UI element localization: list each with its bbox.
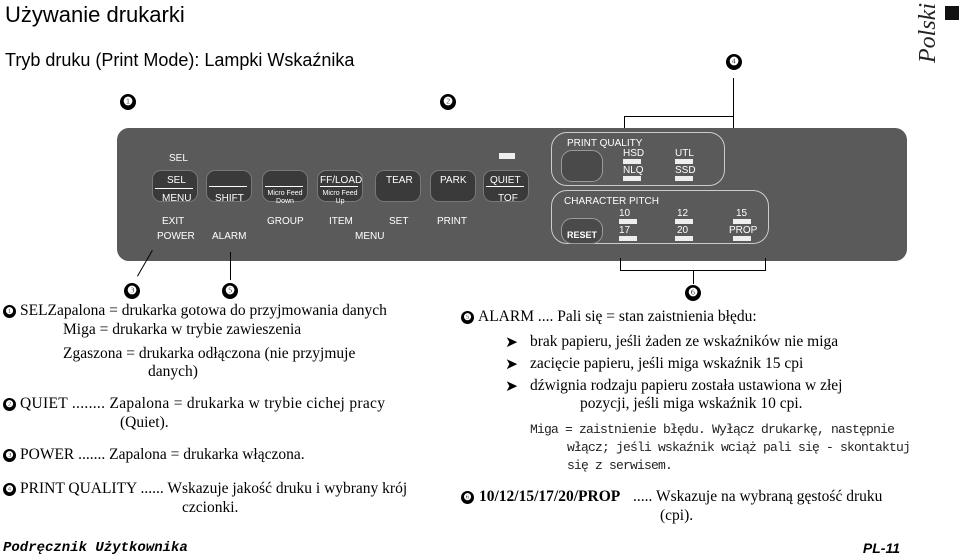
alarm-cause-3: dźwignia rodzaju papieru została ustawiona w złej xyxy=(530,377,843,394)
bracket-line xyxy=(624,116,734,117)
nlq-led xyxy=(623,176,641,181)
marker-1: ❶ xyxy=(3,305,16,318)
print-label: PRINT xyxy=(437,216,467,227)
micro-feed-up-label: Micro Feed Up xyxy=(322,190,358,205)
arrow-icon: ➤ xyxy=(505,378,518,395)
arrow-icon: ➤ xyxy=(505,334,518,351)
prop-led xyxy=(733,236,751,241)
footer-title: Podręcznik Użytkownika xyxy=(3,540,188,556)
callout-line xyxy=(230,252,231,280)
group-label: GROUP xyxy=(267,216,304,227)
bracket-line xyxy=(693,270,694,284)
hsd-led xyxy=(623,159,641,164)
pitch-description: ..... Wskazuje na wybraną gęstość druku xyxy=(633,488,883,505)
marker-6: ❻ xyxy=(685,285,701,301)
set-label: SET xyxy=(389,216,409,227)
ffload-label: FF/LOAD xyxy=(320,175,363,186)
print-quality-continuation: czcionki. xyxy=(182,499,239,516)
power-label: POWER xyxy=(157,231,195,242)
nlq-label: NLQ xyxy=(623,165,644,176)
pitch-description-continuation: (cpi). xyxy=(660,507,694,524)
alarm-cause-1: brak papieru, jeśli żaden ze wskaźników nie miga xyxy=(530,333,839,350)
language-tab xyxy=(915,5,945,65)
marker-2: ❷ xyxy=(3,398,16,411)
quiet-continuation: (Quiet). xyxy=(120,414,169,431)
exit-label: EXIT xyxy=(162,216,185,227)
sel-indicator-label: SEL xyxy=(169,153,188,164)
hsd-label: HSD xyxy=(623,148,645,159)
pitch-12-led xyxy=(675,219,693,224)
blink-error-note: Miga = zaistnienie błędu. Wyłącz drukarkę, następnie xyxy=(530,422,895,437)
character-pitch-label: CHARACTER PITCH xyxy=(564,196,660,207)
alarm-label: ALARM xyxy=(212,231,247,242)
item-label: ITEM xyxy=(329,216,353,227)
marker-6: ❻ xyxy=(461,491,474,504)
language-label: Polski xyxy=(915,3,941,63)
pitch-15-label: 15 xyxy=(736,208,748,219)
reset-label: RESET xyxy=(567,230,598,240)
blink-error-note-2: włącz; jeśli wskaźnik wciąż pali się - skontaktuj xyxy=(567,440,911,455)
power-description: POWER ....... Zapalona = drukarka włączona. xyxy=(20,446,305,463)
control-panel xyxy=(117,128,907,261)
park-label: PARK xyxy=(440,175,467,186)
tof-label: TOF xyxy=(498,193,518,204)
bracket-line xyxy=(765,258,766,270)
page-title: Używanie drukarki xyxy=(5,2,185,27)
ssd-label: SSD xyxy=(675,165,696,176)
utl-led xyxy=(675,159,693,164)
sel-button-label: SEL xyxy=(167,175,186,186)
divider xyxy=(155,188,193,189)
utl-label: UTL xyxy=(675,148,694,159)
marker-5: ❺ xyxy=(461,311,474,324)
sel-off-continuation: danych) xyxy=(148,363,198,380)
alarm-description: ALARM .... Pali się = stan zaistnienia błędu: xyxy=(478,308,757,325)
pitch-10-led xyxy=(619,219,637,224)
divider xyxy=(209,186,247,187)
sel-off-description: Zgaszona = drukarka odłączona (nie przyjmuje xyxy=(63,345,356,362)
shift-label: SHIFT xyxy=(215,193,244,204)
pitch-10-label: 10 xyxy=(619,208,631,219)
quiet-description: QUIET ........ Zapalona = drukarka w trybie cichej pracy xyxy=(20,395,386,412)
quiet-label: QUIET xyxy=(490,175,521,186)
pitch-values: 10/12/15/17/20/PROP xyxy=(479,488,621,505)
marker-5: ❺ xyxy=(222,283,238,299)
marker-4: ❹ xyxy=(726,54,742,70)
alarm-cause-3-continuation: pozycji, jeśli miga wskaźnik 10 cpi. xyxy=(580,395,803,412)
section-title: Tryb druku (Print Mode): Lampki Wskaźnika xyxy=(5,50,355,70)
marker-1: ❶ xyxy=(120,94,136,110)
micro-feed-down-label: Micro Feed Down xyxy=(267,190,303,205)
divider xyxy=(486,186,524,187)
page-number: PL-11 xyxy=(862,540,900,556)
bracket-line xyxy=(733,78,734,130)
pitch-20-led xyxy=(675,236,693,241)
marker-4: ❹ xyxy=(3,483,16,496)
arrow-icon: ➤ xyxy=(505,356,518,373)
print-quality-description: PRINT QUALITY ...... Wskazuje jakość druku i wybrany krój xyxy=(20,480,408,497)
divider xyxy=(320,186,358,187)
bracket-line xyxy=(620,258,621,270)
tab-marker xyxy=(945,6,959,20)
marker-2: ❷ xyxy=(440,94,456,110)
sel-blink-description: Miga = drukarka w trybie zawieszenia xyxy=(63,321,302,338)
prop-label: PROP xyxy=(729,225,758,236)
ssd-led xyxy=(675,176,693,181)
menu-group-label: MENU xyxy=(355,231,385,242)
quiet-led xyxy=(499,153,515,159)
blink-error-note-3: się z serwisem. xyxy=(567,458,673,473)
sel-description: SELZapalona = drukarka gotowa do przyjmowania danych xyxy=(20,302,387,319)
pitch-12-label: 12 xyxy=(677,208,689,219)
pitch-20-label: 20 xyxy=(677,225,689,236)
menu-label: MENU xyxy=(162,193,192,204)
tear-label: TEAR xyxy=(386,175,413,186)
pitch-15-led xyxy=(733,219,751,224)
marker-3: ❸ xyxy=(124,283,140,299)
alarm-cause-2: zacięcie papieru, jeśli miga wskaźnik 15 cpi xyxy=(530,355,804,372)
pitch-17-label: 17 xyxy=(619,225,631,236)
print-quality-button[interactable] xyxy=(561,150,603,182)
print-quality-label: PRINT QUALITY xyxy=(567,138,643,149)
divider xyxy=(265,186,303,187)
marker-3: ❸ xyxy=(3,449,16,462)
pitch-17-led xyxy=(619,236,637,241)
